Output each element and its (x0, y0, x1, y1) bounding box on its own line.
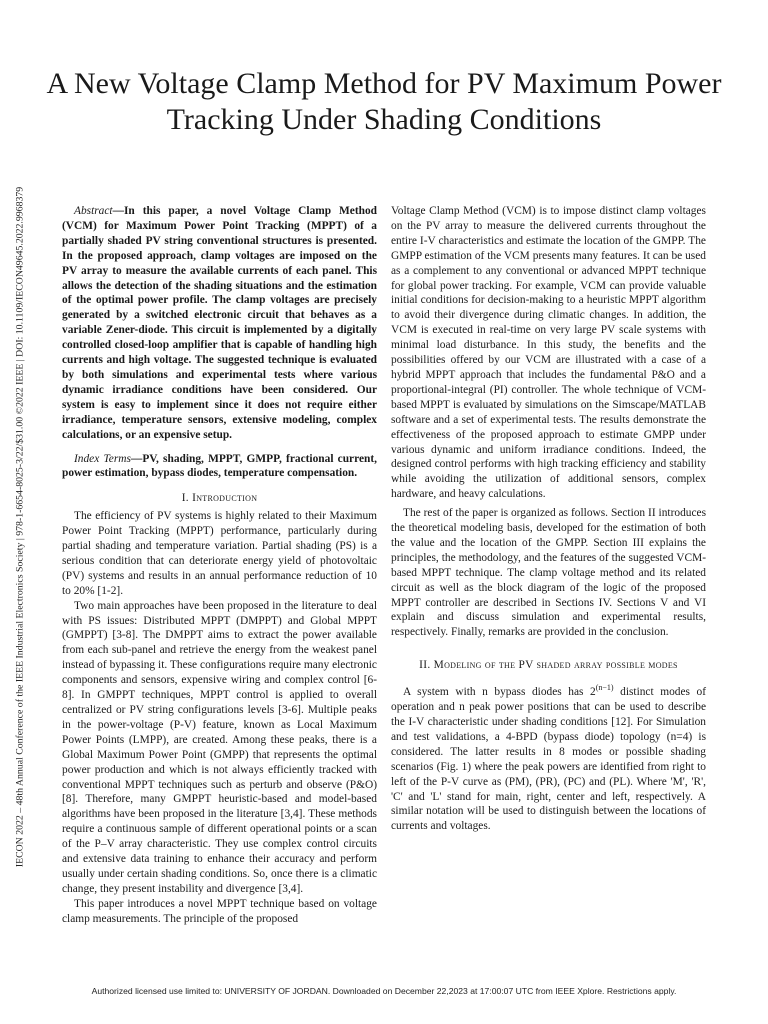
conference-sidebar (10, 152, 30, 902)
modeling-superscript: (n−1) (595, 683, 614, 693)
right-paragraph-1: Voltage Clamp Method (VCM) is to impose distinct clamp voltages on the PV array to measure the delivered currents throughout the entire I-V characteristics and estimate the location of the GMPP. The GMPP estimation of the VCM presents many features. It can be used as a complement to any conventional or advanced MPPT technique for global power tracking. For example, VCM can provide valuable initial conditions for decision-making to a heuristic MPPT algorithm to avoid their divergence during climatic changes. In addition, the VCM is executed in real-time on very large PV scale systems with minimal load disturbance. In this study, the benefits and the possibilities offered by our VCM are illustrated with a case of a hybrid MPPT approach that includes the fundamental P&O and a proportional-integral (PI) controller. The whole technique of VCM-based MPPT is evaluated by simulations on the Simscape/MATLAB software and a set of experimental tests. The results demonstrate the effectiveness of the proposed approach to estimate GMPP under various dynamic and uniform irradiance conditions. Indeed, the designed control performs with high tracking efficiency and stability while avoiding the utilization of additional sensors, complex hardware, and heavy calculations. (391, 205, 706, 501)
conference-sidebar-text: IECON 2022 – 48th Annual Conference of the IEEE Industrial Electronics Society | 978-1-6654-8025-3/22/$31.00 ©2022 IEEE | DOI: 10.1109/IECON49645.2022.9968379 (14, 186, 26, 868)
abstract-lead: Abstract (74, 205, 113, 217)
abstract (62, 204, 377, 443)
abstract-text: —In this paper, a novel Voltage Clamp Method (VCM) for Maximum Power Point Tracking (MPPT) of a partially shaded PV string conventional structures is presented. In the proposed approach, clamp voltages are imposed on the PV array to measure the available currents of each panel. This allows the detection of the shading situations and the estimation of the optimal power profile. The clamp voltages are precisely generated by a switched electronic circuit that behaves as a variable Zener-diode. This circuit is implemented by a digitally controlled closed-loop amplifier that is capable of handling high currents and high voltage. The suggested technique is evaluated by both simulations and experimental tests where various dynamic irradiance conditions have been considered. Our system is easy to implement since it does not require either irradiance, temperature sensors, extensive modeling, complex calculations, or an expensive setup. (62, 205, 377, 441)
paper-title: A New Voltage Clamp Method for PV Maximum Power Tracking Under Shading Conditions (46, 67, 722, 136)
section-heading-introduction: I. Introduction (181, 492, 258, 505)
modeling-text-end: distinct modes of operation and n peak power positions that can be used to describe the I-V characteristic under shading conditions [12]. For Simulation and test validations, a 4-BPD (bypass diode) topology (n=4) is considered. The latter results in 8 modes or possible shading scenarios (Fig. 1) where the peak powers are identified from right to left of the P-V curve as (PM), (PR), (PC) and (PL). Where 'M', 'R', 'C' and 'L' stand for main, right, center and left, respectively. A similar notation will be used to distinguish between the locations of currents and voltages. (391, 686, 706, 833)
modeling-text-start: A system with n bypass diodes has 2 (403, 686, 596, 699)
index-terms-text: —PV, shading, MPPT, GMPP, fractional current, power estimation, bypass diodes, temperature compensation. (62, 452, 377, 480)
intro-paragraph-1: The efficiency of PV systems is highly related to their Maximum Power Point Tracking (MPPT) performance, particularly during partial shading and temperature variation. Partial shading (PS) is a serious condition that can deteriorate energy yield of photovoltaic (PV) systems and results in an annual performance reduction of 10 to 20% [1-2]. (62, 510, 377, 597)
index-terms-lead: Index Terms (74, 452, 131, 465)
modeling-paragraph (391, 685, 706, 834)
left-column (62, 204, 377, 927)
intro-paragraph-3: This paper introduces a novel MPPT technique based on voltage clamp measurements. The principle of the proposed (62, 897, 377, 925)
right-paragraph-2: The rest of the paper is organized as follows. Section II introduces the theoretical modeling basis, developed for the estimation of both the value and the location of the GMPP. Section III explains the principles, the methodology, and the features of the suggested VCM-based MPPT technique. The clamp voltage method and its related circuit as well as the block diagram of the logic of the proposed MPPT controller are described in Sections IV. Sections V and VI explain and discuss simulation and experimental results, respectively. Finally, remarks are provided in the conclusion. (391, 507, 706, 639)
section-heading-modeling: II. Modeling of the PV shaded array possible modes (419, 659, 678, 672)
index-terms (62, 452, 377, 482)
intro-paragraph-2: Two main approaches have been proposed in the literature to deal with PS issues: Distributed MPPT (DMPPT) and Global MPPT (GMPPT) [3-8]. The DMPPT aims to extract the power available from each sub-panel and retrieve the energy from the weakest panel instead of bypassing it. These configurations require many electronic components and sensors, expensive wiring and complex control [6-8]. In GMPPT techniques, MPPT control is applied to overall centralized or PV string configurations levels [3-6]. Multiple peaks in the power-voltage (P-V) feature, known as Local Maximum Power Points (LMPP), are created. Among these peaks, there is a Global Maximum Power Point (GMPP) that represents the optimal power production and which is not always efficiently tracked with conventional MPPT techniques such as perturb and observe (P&O) [8]. Therefore, many GMPPT heuristic-based and model-based algorithms have been proposed in the literature [3,4]. These methods require a continuous sample of different operational points or a scan of the P–V array characteristic. They use complex control circuits and extensive data training to enhance their accuracy and perform usually under certain shading conditions. So, once there is a climatic change, they present instability and divergence [3,4]. (62, 599, 377, 895)
right-column (391, 204, 706, 834)
license-footer: Authorized licensed use limited to: UNIVERSITY OF JORDAN. Downloaded on December 22,2023 at 17:00:07 UTC from IEEE Xplore. Restrictions apply. (91, 986, 677, 996)
